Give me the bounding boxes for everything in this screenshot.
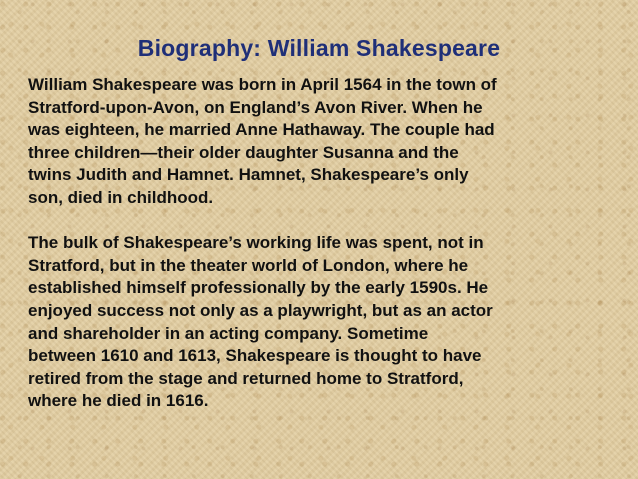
paragraph-2-line-4: enjoyed success not only as a playwright, but as an actor xyxy=(28,300,493,320)
paragraph-1-line-2: Stratford-upon-Avon, on England’s Avon River. When he xyxy=(28,97,483,117)
paragraph-2 xyxy=(28,232,628,413)
slide-title: Biography: William Shakespeare xyxy=(137,35,501,61)
slide-body xyxy=(28,74,628,413)
paragraph-1-line-1: William Shakespeare was born in April 1564 in the town of xyxy=(28,75,497,94)
paragraph-2-line-5: and shareholder in an acting company. Sometime xyxy=(28,323,429,343)
paragraph-1 xyxy=(28,74,628,210)
paragraph-2-line-2: Stratford, but in the theater world of London, where he xyxy=(28,255,469,275)
paragraph-2-line-1: The bulk of Shakespeare’s working life was spent, not in xyxy=(28,233,484,253)
paragraph-1-line-3: was eighteen, he married Anne Hathaway. The couple had xyxy=(28,120,495,140)
paragraph-1-line-6: son, died in childhood. xyxy=(28,187,214,207)
paragraph-2-line-7: retired from the stage and returned home to Stratford, xyxy=(28,368,464,388)
paragraph-2-line-8: where he died in 1616. xyxy=(28,391,209,411)
paragraph-gap xyxy=(28,210,628,233)
paragraph-1-line-5: twins Judith and Hamnet. Hamnet, Shakespeare’s only xyxy=(28,165,469,185)
paragraph-2-line-3: established himself professionally by the early 1590s. He xyxy=(28,278,489,298)
paragraph-2-line-6: between 1610 and 1613, Shakespeare is thought to have xyxy=(28,346,482,366)
paragraph-1-line-4: three children—their older daughter Susanna and the xyxy=(28,142,459,162)
